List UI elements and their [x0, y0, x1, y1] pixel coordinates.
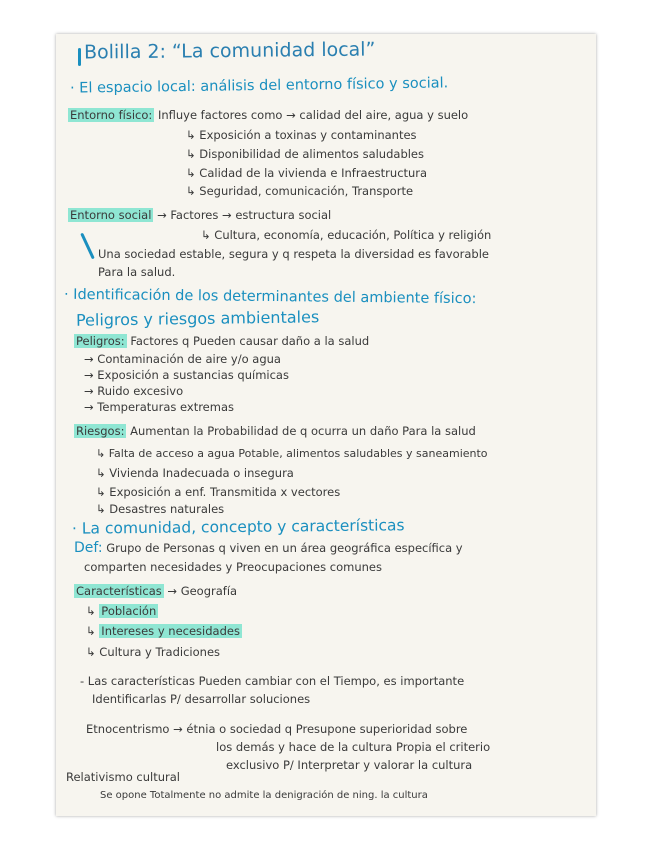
riesgos-item: ↳ Desastres naturales — [96, 502, 225, 516]
section2-subheading: Peligros y riesgos ambientales — [75, 307, 320, 330]
entorno-social-row — [68, 208, 331, 222]
social-note: Para la salud. — [98, 265, 176, 279]
note-line: - Las características Pueden cambiar con el Tiempo, es importante — [80, 674, 465, 688]
peligros-item: → Exposición a sustancias químicas — [84, 368, 289, 382]
riesgos-row — [74, 424, 476, 438]
section3-heading: · La comunidad, concepto y características — [71, 516, 405, 538]
entorno-fisico-text: Influye factores como → calidad del aire, agua y suelo — [157, 108, 469, 122]
caracteristicas-item: ↳ Población — [86, 604, 157, 618]
peligros-text: Factores q Pueden causar daño a la salud — [130, 334, 370, 348]
entorno-social-text: → Factores → estructura social — [157, 208, 332, 222]
entorno-fisico-label: Entorno físico: — [70, 108, 153, 122]
entorno-social-label: Entorno social — [70, 208, 152, 222]
relativismo-line: Se opone Totalmente no admite la denigración de ning. la cultura — [100, 790, 428, 801]
etnocentrismo-line: exclusivo P/ Interpretar y valorar la cultura — [226, 758, 473, 772]
caracteristicas-text: → Geografía — [167, 584, 238, 598]
fisico-item: ↳ Exposición a toxinas y contaminantes — [186, 128, 417, 142]
notebook-page — [56, 34, 596, 816]
peligros-item: → Temperaturas extremas — [84, 400, 234, 414]
definition-text: Grupo de Personas q viven en un área geográfica específica y — [106, 541, 463, 555]
page-title: Bolilla 2: “La comunidad local” — [83, 38, 376, 64]
riesgos-item: ↳ Exposición a enf. Transmitida x vectores — [96, 485, 341, 499]
fisico-item: ↳ Seguridad, comunicación, Transporte — [186, 184, 414, 198]
caracteristicas-item: ↳ Intereses y necesidades — [86, 624, 240, 638]
definition-row — [74, 540, 463, 556]
fisico-item: ↳ Calidad de la vivienda e Infraestructura — [186, 166, 428, 180]
note-line: Identificarlas P/ desarrollar soluciones — [92, 692, 311, 706]
section2-heading: · Identificación de los determinantes del ambiente físico: — [63, 286, 477, 308]
caracteristicas-item: ↳ Cultura y Tradiciones — [86, 645, 221, 659]
caracteristicas-row — [74, 584, 237, 598]
riesgos-item: ↳ Falta de acceso a agua Potable, alimentos saludables y saneamiento — [96, 447, 488, 460]
relativismo-line: Relativismo cultural — [66, 770, 180, 784]
etnocentrismo-line: los demás y hace de la cultura Propia el criterio — [216, 740, 491, 754]
margin-mark — [78, 48, 81, 66]
peligros-item: → Contaminación de aire y/o agua — [84, 352, 281, 366]
caracteristicas-label: Características — [76, 584, 162, 598]
social-note: Una sociedad estable, segura y q respeta la diversidad es favorable — [98, 247, 489, 261]
definition-label: Def: — [74, 540, 103, 556]
section1-heading: · El espacio local: análisis del entorno físico y social. — [69, 75, 449, 97]
entorno-fisico-row — [68, 108, 468, 122]
social-note-mark — [80, 233, 95, 260]
etnocentrismo-line: Etnocentrismo → étnia o sociedad q Presupone superioridad sobre — [86, 722, 468, 736]
peligros-row — [74, 334, 369, 348]
fisico-item: ↳ Disponibilidad de alimentos saludables — [186, 147, 425, 161]
definition-text-2: comparten necesidades y Preocupaciones comunes — [84, 560, 382, 574]
riesgos-label: Riesgos: — [76, 424, 125, 438]
peligros-label: Peligros: — [76, 334, 125, 348]
riesgos-text: Aumentan la Probabilidad de q ocurra un daño Para la salud — [130, 424, 476, 438]
riesgos-item: ↳ Vivienda Inadecuada o insegura — [96, 466, 294, 480]
social-item: ↳ Cultura, economía, educación, Política y religión — [201, 228, 492, 242]
peligros-item: → Ruido excesivo — [84, 384, 184, 398]
